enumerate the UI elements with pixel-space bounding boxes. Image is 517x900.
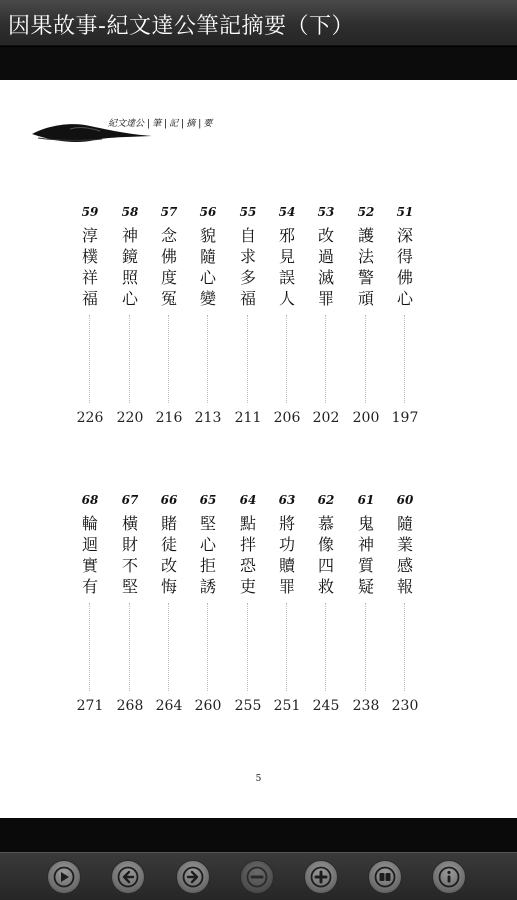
toc-entry-number: 63 xyxy=(278,493,296,507)
toc-entry-title: 點 拌 恐 吏 xyxy=(239,514,256,596)
toc-entry-number: 65 xyxy=(199,493,217,507)
play-icon xyxy=(53,866,75,888)
header-part: 紀文達公 xyxy=(108,119,145,129)
toc-entry-page: 268 xyxy=(116,698,144,714)
toc-entry-title: 賭 徒 改 悔 xyxy=(160,514,177,596)
next-page-button[interactable] xyxy=(176,860,210,894)
toc-entry-number: 58 xyxy=(121,205,139,219)
toc-entry-number: 68 xyxy=(81,493,99,507)
toc-leader-dots xyxy=(365,603,366,691)
toc-entry-page: 197 xyxy=(391,410,419,426)
arrow-left-icon xyxy=(117,866,139,888)
toc-leader-dots xyxy=(286,315,287,403)
toc-leader-dots xyxy=(325,603,326,691)
toc-entry-number: 56 xyxy=(199,205,217,219)
toc-entry-title: 堅 心 拒 誘 xyxy=(199,514,216,596)
zoom-out-icon xyxy=(246,866,268,888)
toc-entry-number: 60 xyxy=(396,493,414,507)
toc-leader-dots xyxy=(207,315,208,403)
bottom-spacer xyxy=(0,818,517,852)
info-button[interactable] xyxy=(432,860,466,894)
zoom-out-button[interactable] xyxy=(240,860,274,894)
info-icon xyxy=(438,866,460,888)
toc-entry-number: 55 xyxy=(239,205,257,219)
toc-entry-title: 改 過 滅 罪 xyxy=(317,226,334,308)
toc-leader-dots xyxy=(89,603,90,691)
toc-entry-number: 54 xyxy=(278,205,296,219)
two-page-icon xyxy=(374,866,396,888)
zoom-in-button[interactable] xyxy=(304,860,338,894)
toc-entry-page: 264 xyxy=(155,698,183,714)
toc-entry-title: 輪 迴 實 有 xyxy=(81,514,98,596)
toc-leader-dots xyxy=(89,315,90,403)
toc-leader-dots xyxy=(404,315,405,403)
header-part: 筆 xyxy=(152,119,162,129)
toc-entry-number: 62 xyxy=(317,493,335,507)
toc-entry-page: 200 xyxy=(352,410,380,426)
toc-entry-page: 213 xyxy=(194,410,222,426)
toc-entry-page: 238 xyxy=(352,698,380,714)
toc-entry-page: 255 xyxy=(234,698,262,714)
toc-leader-dots xyxy=(129,315,130,403)
toc-entry-number: 59 xyxy=(81,205,99,219)
app-title: 因果故事-紀文達公筆記摘要（下） xyxy=(8,14,354,39)
toc-leader-dots xyxy=(247,315,248,403)
previous-page-button[interactable] xyxy=(111,860,145,894)
toc-entry-page: 226 xyxy=(76,410,104,426)
toc-entry-number: 67 xyxy=(121,493,139,507)
toc-entry-page: 216 xyxy=(155,410,183,426)
toc-leader-dots xyxy=(207,603,208,691)
bottom-toolbar xyxy=(0,852,517,900)
arrow-right-icon xyxy=(182,866,204,888)
toc-entry-page: 271 xyxy=(76,698,104,714)
page-number: 5 xyxy=(255,774,262,784)
toc-entry-page: 251 xyxy=(273,698,301,714)
toc-entry-title: 淳 樸 祥 福 xyxy=(81,226,98,308)
page-header: 紀文達公 | 筆 | 記 | 摘 | 要 xyxy=(108,119,213,129)
toc-entry-number: 52 xyxy=(357,205,375,219)
play-button[interactable] xyxy=(47,860,81,894)
toc-entry-page: 260 xyxy=(194,698,222,714)
toc-entry-number: 64 xyxy=(239,493,257,507)
zoom-in-icon xyxy=(310,866,332,888)
toc-entry-page: 220 xyxy=(116,410,144,426)
toc-leader-dots xyxy=(247,603,248,691)
toc-entry-number: 66 xyxy=(160,493,178,507)
toc-entry-page: 206 xyxy=(273,410,301,426)
toc-entry-title: 貌 隨 心 變 xyxy=(199,226,216,308)
toc-entry-page: 202 xyxy=(312,410,340,426)
toc-entry-number: 61 xyxy=(357,493,375,507)
toc-entry-page: 245 xyxy=(312,698,340,714)
toc-entry-number: 53 xyxy=(317,205,335,219)
toc-entry-title: 神 鏡 照 心 xyxy=(121,226,138,308)
toc-entry-title: 橫 財 不 堅 xyxy=(121,514,138,596)
toc-entry-title: 護 法 警 頑 xyxy=(357,226,374,308)
book-page[interactable] xyxy=(0,80,517,818)
toc-leader-dots xyxy=(168,315,169,403)
page-layout-button[interactable] xyxy=(368,860,402,894)
header-part: 摘 xyxy=(186,119,196,129)
toc-leader-dots xyxy=(168,603,169,691)
toc-leader-dots xyxy=(286,603,287,691)
toc-leader-dots xyxy=(129,603,130,691)
toc-leader-dots xyxy=(365,315,366,403)
toc-entry-title: 隨 業 感 報 xyxy=(396,514,413,596)
toc-entry-title: 自 求 多 福 xyxy=(239,226,256,308)
toc-entry-title: 邪 見 誤 人 xyxy=(278,226,295,308)
toc-leader-dots xyxy=(325,315,326,403)
header-part: 要 xyxy=(203,119,213,129)
sub-bar xyxy=(0,47,517,80)
toc-entry-title: 念 佛 度 冤 xyxy=(160,226,177,308)
header-part: 記 xyxy=(169,119,179,129)
toc-entry-page: 230 xyxy=(391,698,419,714)
toc-entry-page: 211 xyxy=(234,410,262,426)
title-bar xyxy=(0,0,517,46)
toc-entry-number: 57 xyxy=(160,205,178,219)
toc-entry-title: 慕 像 四 救 xyxy=(317,514,334,596)
toc-leader-dots xyxy=(404,603,405,691)
toc-entry-title: 鬼 神 質 疑 xyxy=(357,514,374,596)
toc-entry-title: 深 得 佛 心 xyxy=(396,226,413,308)
toc-entry-title: 將 功 贖 罪 xyxy=(278,514,295,596)
toc-entry-number: 51 xyxy=(396,205,414,219)
